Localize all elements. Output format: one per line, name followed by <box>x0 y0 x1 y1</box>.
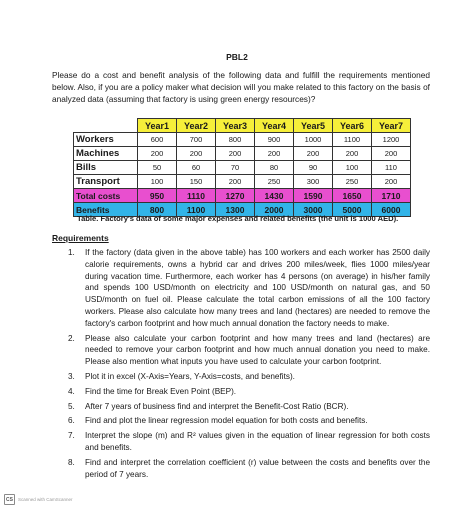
table-cell: 250 <box>255 175 294 189</box>
requirement-item <box>68 371 430 383</box>
table-cell: 1110 <box>177 189 216 203</box>
table-cell: 200 <box>216 147 255 161</box>
table-cell: 200 <box>333 147 372 161</box>
table-cell: 250 <box>333 175 372 189</box>
table-row-label: Benefits <box>74 203 138 217</box>
requirement-number: 8. <box>68 457 75 467</box>
requirement-item <box>68 401 430 413</box>
table-cell: 80 <box>255 161 294 175</box>
requirement-text: If the factory (data given in the above table) has 100 workers and each worker has 2500 daily calorie requirements, owns a hybrid car and drives 200 miles/week, flies 1000 miles/year during vacation time. Furthermore, each worker has 4 persons (on average) in his/her family and spends 100 USD/month on electricity and 100 USD/month on natural gas, and 50 USD/month on fuel oil. Please calculate the total carbon emissions of all the 100 factory workers. Please also calculate how many trees and land (hectares) are needed to remove the factory's carbon footprint and how much annual donation the factory needs to make. <box>85 248 430 328</box>
table-cell: 150 <box>177 175 216 189</box>
table-cell: 1000 <box>294 133 333 147</box>
table-header-cell: Year3 <box>216 119 255 133</box>
table-caption: Table. Factory's data of some major expenses and related benefits (the unit is 1000 AED). <box>77 214 399 223</box>
table-cell: 1300 <box>216 203 255 217</box>
table-cell: 6000 <box>372 203 411 217</box>
requirement-item <box>68 333 430 368</box>
requirements-list <box>68 247 430 483</box>
table-cell: 1650 <box>333 189 372 203</box>
table-cell: 100 <box>333 161 372 175</box>
table-corner-cell <box>74 119 138 133</box>
table-cell: 1100 <box>177 203 216 217</box>
table-cell: 300 <box>294 175 333 189</box>
requirement-text: Find and interpret the correlation coefficient (r) value between the costs and benefits over the period of 7 years. <box>85 457 430 479</box>
table-row <box>74 175 411 189</box>
table-cell: 700 <box>177 133 216 147</box>
table-cell: 1430 <box>255 189 294 203</box>
table-row-label: Bills <box>74 161 138 175</box>
requirement-item <box>68 386 430 398</box>
table-cell: 950 <box>138 189 177 203</box>
requirement-number: 5. <box>68 401 75 411</box>
requirement-number: 7. <box>68 431 75 441</box>
table-row <box>74 147 411 161</box>
table-cell: 110 <box>372 161 411 175</box>
table-cell: 70 <box>216 161 255 175</box>
table-row-label: Machines <box>74 147 138 161</box>
table-cell: 1200 <box>372 133 411 147</box>
cost-benefit-table <box>73 118 411 217</box>
requirement-item <box>68 457 430 481</box>
requirement-number: 6. <box>68 416 75 426</box>
table-cell: 2000 <box>255 203 294 217</box>
requirement-item <box>68 247 430 330</box>
table-cell: 200 <box>372 175 411 189</box>
camscanner-watermark <box>4 494 73 505</box>
table-cell: 1590 <box>294 189 333 203</box>
table-header-cell: Year7 <box>372 119 411 133</box>
table-cell: 5000 <box>333 203 372 217</box>
requirement-item <box>68 430 430 454</box>
table-cell: 200 <box>294 147 333 161</box>
table-header-cell: Year4 <box>255 119 294 133</box>
table-row-label: Workers <box>74 133 138 147</box>
table-cell: 90 <box>294 161 333 175</box>
table-row <box>74 161 411 175</box>
requirements-heading: Requirements <box>52 233 109 243</box>
requirement-text: Find the time for Break Even Point (BEP). <box>85 386 237 396</box>
table-cell: 600 <box>138 133 177 147</box>
table-cell: 1710 <box>372 189 411 203</box>
table-header-cell: Year1 <box>138 119 177 133</box>
table-cell: 200 <box>372 147 411 161</box>
table-cell: 800 <box>138 203 177 217</box>
table-row <box>74 189 411 203</box>
requirement-text: Plot it in excel (X-Axis=Years, Y-Axis=costs, and benefits). <box>85 371 295 381</box>
table-header-row <box>74 119 411 133</box>
table-row-label: Transport <box>74 175 138 189</box>
table-cell: 200 <box>177 147 216 161</box>
requirement-text: After 7 years of business find and interpret the Benefit-Cost Ratio (BCR). <box>85 401 349 411</box>
table-cell: 200 <box>216 175 255 189</box>
table-cell: 200 <box>255 147 294 161</box>
watermark-text: Scanned with CamScanner <box>18 497 73 502</box>
requirement-number: 2. <box>68 333 75 343</box>
table-cell: 1270 <box>216 189 255 203</box>
requirement-item <box>68 415 430 427</box>
requirement-number: 3. <box>68 371 75 381</box>
table-row-label: Total costs <box>74 189 138 203</box>
requirement-text: Find and plot the linear regression model equation for both costs and benefits. <box>85 416 368 426</box>
table-cell: 200 <box>138 147 177 161</box>
document-title: PBL2 <box>226 52 248 62</box>
table-header-cell: Year5 <box>294 119 333 133</box>
requirement-number: 4. <box>68 386 75 396</box>
table-header-cell: Year2 <box>177 119 216 133</box>
requirement-text: Interpret the slope (m) and R² values given in the equation of linear regression for both costs and benefits. <box>85 431 430 452</box>
requirement-number: 1. <box>68 248 75 257</box>
table-header-cell: Year6 <box>333 119 372 133</box>
table-cell: 50 <box>138 161 177 175</box>
table-cell: 3000 <box>294 203 333 217</box>
table-cell: 800 <box>216 133 255 147</box>
camscanner-logo-icon: CS <box>4 494 15 505</box>
table-cell: 900 <box>255 133 294 147</box>
table-cell: 100 <box>138 175 177 189</box>
table-cell: 60 <box>177 161 216 175</box>
intro-paragraph: Please do a cost and benefit analysis of the following data and fulfill the requirements mentioned below. Also, if you are a policy maker what decision will you make related to this factory on the basis of analyzed data (assuming that factory is using green energy resources)? <box>52 70 430 105</box>
requirement-text: Please also calculate your carbon footprint and how many trees and land (hectares) are needed to remove your carbon footprint and how much annual donation you need to make. Please also mention what inputs you have used to calculate your carbon footprint. <box>85 333 430 367</box>
table-cell: 1100 <box>333 133 372 147</box>
table-row <box>74 133 411 147</box>
